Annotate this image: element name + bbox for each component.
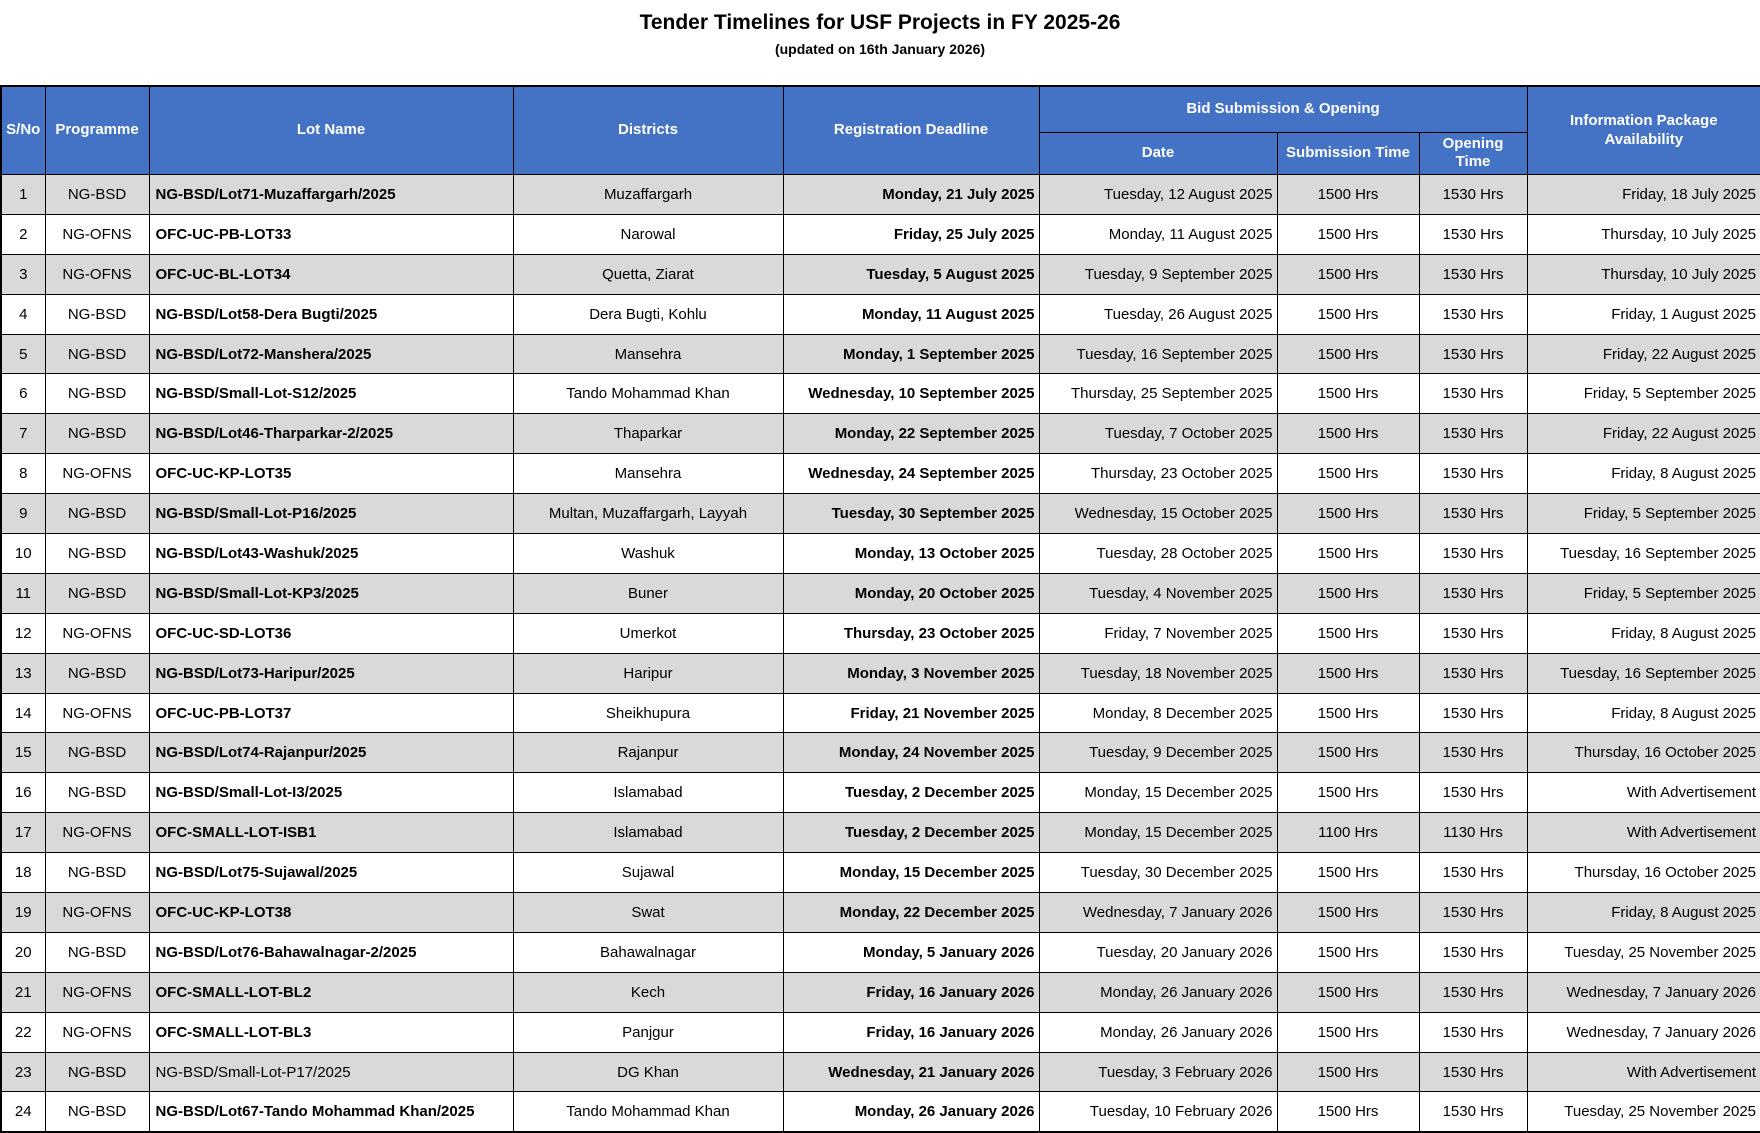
cell-programme: NG-BSD: [45, 932, 149, 972]
cell-lot-name: NG-BSD/Small-Lot-I3/2025: [149, 773, 513, 813]
cell-submission-time: 1500 Hrs: [1277, 294, 1419, 334]
cell-sno: 22: [1, 1012, 45, 1052]
cell-info-package: Friday, 5 September 2025: [1527, 374, 1760, 414]
cell-programme: NG-BSD: [45, 334, 149, 374]
cell-info-package: With Advertisement: [1527, 813, 1760, 853]
cell-programme: NG-OFNS: [45, 613, 149, 653]
cell-programme: NG-BSD: [45, 534, 149, 574]
cell-info-package: Thursday, 10 July 2025: [1527, 254, 1760, 294]
cell-opening-time: 1530 Hrs: [1419, 334, 1527, 374]
table-row: [1, 813, 1760, 853]
cell-opening-time: 1530 Hrs: [1419, 972, 1527, 1012]
cell-lot-name: OFC-SMALL-LOT-ISB1: [149, 813, 513, 853]
cell-lot-name: OFC-SMALL-LOT-BL3: [149, 1012, 513, 1052]
header-date: Date: [1039, 132, 1277, 175]
cell-districts: Rajanpur: [513, 733, 783, 773]
cell-registration-deadline: Wednesday, 10 September 2025: [783, 374, 1039, 414]
cell-programme: NG-OFNS: [45, 893, 149, 933]
cell-registration-deadline: Tuesday, 5 August 2025: [783, 254, 1039, 294]
cell-lot-name: OFC-UC-PB-LOT37: [149, 693, 513, 733]
cell-lot-name: OFC-UC-BL-LOT34: [149, 254, 513, 294]
cell-opening-time: 1530 Hrs: [1419, 773, 1527, 813]
cell-bid-date: Tuesday, 26 August 2025: [1039, 294, 1277, 334]
cell-districts: Thaparkar: [513, 414, 783, 454]
cell-info-package: Friday, 5 September 2025: [1527, 494, 1760, 534]
cell-registration-deadline: Thursday, 23 October 2025: [783, 613, 1039, 653]
cell-programme: NG-BSD: [45, 414, 149, 454]
cell-lot-name: NG-BSD/Small-Lot-KP3/2025: [149, 573, 513, 613]
header-programme: Programme: [45, 86, 149, 175]
cell-bid-date: Monday, 11 August 2025: [1039, 214, 1277, 254]
cell-opening-time: 1530 Hrs: [1419, 214, 1527, 254]
cell-opening-time: 1530 Hrs: [1419, 294, 1527, 334]
cell-info-package: Tuesday, 25 November 2025: [1527, 932, 1760, 972]
cell-programme: NG-BSD: [45, 294, 149, 334]
cell-lot-name: OFC-UC-PB-LOT33: [149, 214, 513, 254]
cell-sno: 9: [1, 494, 45, 534]
cell-bid-date: Tuesday, 16 September 2025: [1039, 334, 1277, 374]
cell-programme: NG-BSD: [45, 175, 149, 215]
cell-programme: NG-OFNS: [45, 454, 149, 494]
cell-lot-name: NG-BSD/Lot46-Tharparkar-2/2025: [149, 414, 513, 454]
cell-submission-time: 1500 Hrs: [1277, 613, 1419, 653]
cell-registration-deadline: Wednesday, 21 January 2026: [783, 1052, 1039, 1092]
table-row: [1, 534, 1760, 574]
cell-districts: Mansehra: [513, 334, 783, 374]
cell-submission-time: 1500 Hrs: [1277, 334, 1419, 374]
cell-bid-date: Monday, 8 December 2025: [1039, 693, 1277, 733]
cell-registration-deadline: Friday, 21 November 2025: [783, 693, 1039, 733]
cell-info-package: Friday, 8 August 2025: [1527, 893, 1760, 933]
cell-registration-deadline: Monday, 11 August 2025: [783, 294, 1039, 334]
cell-info-package: Tuesday, 16 September 2025: [1527, 534, 1760, 574]
cell-lot-name: NG-BSD/Lot74-Rajanpur/2025: [149, 733, 513, 773]
table-row: [1, 733, 1760, 773]
cell-opening-time: 1530 Hrs: [1419, 693, 1527, 733]
cell-sno: 1: [1, 175, 45, 215]
cell-registration-deadline: Friday, 16 January 2026: [783, 1012, 1039, 1052]
cell-sno: 4: [1, 294, 45, 334]
header-sno: S/No: [1, 86, 45, 175]
cell-submission-time: 1100 Hrs: [1277, 813, 1419, 853]
cell-bid-date: Tuesday, 7 October 2025: [1039, 414, 1277, 454]
cell-sno: 13: [1, 653, 45, 693]
cell-lot-name: NG-BSD/Lot71-Muzaffargarh/2025: [149, 175, 513, 215]
cell-opening-time: 1530 Hrs: [1419, 414, 1527, 454]
cell-bid-date: Tuesday, 18 November 2025: [1039, 653, 1277, 693]
tender-timelines-table: [0, 85, 1760, 1133]
table-row: [1, 1052, 1760, 1092]
cell-info-package: Friday, 18 July 2025: [1527, 175, 1760, 215]
cell-sno: 8: [1, 454, 45, 494]
cell-sno: 21: [1, 972, 45, 1012]
cell-registration-deadline: Monday, 15 December 2025: [783, 853, 1039, 893]
cell-opening-time: 1530 Hrs: [1419, 932, 1527, 972]
cell-opening-time: 1530 Hrs: [1419, 653, 1527, 693]
cell-districts: DG Khan: [513, 1052, 783, 1092]
cell-registration-deadline: Monday, 20 October 2025: [783, 573, 1039, 613]
table-header: [1, 86, 1760, 175]
cell-info-package: Friday, 1 August 2025: [1527, 294, 1760, 334]
cell-programme: NG-BSD: [45, 853, 149, 893]
cell-programme: NG-OFNS: [45, 254, 149, 294]
cell-submission-time: 1500 Hrs: [1277, 414, 1419, 454]
cell-programme: NG-BSD: [45, 773, 149, 813]
cell-programme: NG-OFNS: [45, 693, 149, 733]
cell-info-package: Friday, 8 August 2025: [1527, 613, 1760, 653]
cell-registration-deadline: Friday, 25 July 2025: [783, 214, 1039, 254]
cell-submission-time: 1500 Hrs: [1277, 534, 1419, 574]
cell-programme: NG-BSD: [45, 374, 149, 414]
cell-registration-deadline: Tuesday, 30 September 2025: [783, 494, 1039, 534]
cell-registration-deadline: Tuesday, 2 December 2025: [783, 773, 1039, 813]
cell-registration-deadline: Wednesday, 24 September 2025: [783, 454, 1039, 494]
cell-submission-time: 1500 Hrs: [1277, 214, 1419, 254]
cell-registration-deadline: Tuesday, 2 December 2025: [783, 813, 1039, 853]
cell-submission-time: 1500 Hrs: [1277, 254, 1419, 294]
cell-bid-date: Monday, 26 January 2026: [1039, 1012, 1277, 1052]
header-bid-submission-opening: Bid Submission & Opening: [1039, 86, 1527, 132]
cell-info-package: Wednesday, 7 January 2026: [1527, 1012, 1760, 1052]
cell-opening-time: 1530 Hrs: [1419, 254, 1527, 294]
cell-lot-name: NG-BSD/Small-Lot-P17/2025: [149, 1052, 513, 1092]
table-row: [1, 972, 1760, 1012]
cell-bid-date: Monday, 15 December 2025: [1039, 773, 1277, 813]
cell-opening-time: 1530 Hrs: [1419, 573, 1527, 613]
table-row: [1, 334, 1760, 374]
cell-sno: 20: [1, 932, 45, 972]
cell-lot-name: OFC-UC-KP-LOT35: [149, 454, 513, 494]
cell-districts: Sheikhupura: [513, 693, 783, 733]
page-title: Tender Timelines for USF Projects in FY 2025-26: [639, 11, 1121, 34]
cell-sno: 19: [1, 893, 45, 933]
cell-sno: 16: [1, 773, 45, 813]
cell-programme: NG-BSD: [45, 1092, 149, 1132]
cell-programme: NG-BSD: [45, 1052, 149, 1092]
cell-info-package: With Advertisement: [1527, 1052, 1760, 1092]
cell-info-package: Friday, 22 August 2025: [1527, 334, 1760, 374]
cell-sno: 14: [1, 693, 45, 733]
cell-lot-name: OFC-SMALL-LOT-BL2: [149, 972, 513, 1012]
table-row: [1, 573, 1760, 613]
cell-bid-date: Tuesday, 3 February 2026: [1039, 1052, 1277, 1092]
table-row: [1, 214, 1760, 254]
cell-sno: 11: [1, 573, 45, 613]
cell-info-package: Friday, 22 August 2025: [1527, 414, 1760, 454]
table-row: [1, 454, 1760, 494]
cell-submission-time: 1500 Hrs: [1277, 573, 1419, 613]
cell-sno: 5: [1, 334, 45, 374]
cell-sno: 3: [1, 254, 45, 294]
table-row: [1, 1012, 1760, 1052]
cell-districts: Islamabad: [513, 773, 783, 813]
cell-submission-time: 1500 Hrs: [1277, 733, 1419, 773]
cell-sno: 23: [1, 1052, 45, 1092]
cell-submission-time: 1500 Hrs: [1277, 1052, 1419, 1092]
cell-lot-name: OFC-UC-SD-LOT36: [149, 613, 513, 653]
cell-registration-deadline: Monday, 21 July 2025: [783, 175, 1039, 215]
table-body: [1, 175, 1760, 1132]
cell-programme: NG-BSD: [45, 653, 149, 693]
cell-sno: 12: [1, 613, 45, 653]
cell-bid-date: Wednesday, 15 October 2025: [1039, 494, 1277, 534]
cell-bid-date: Tuesday, 30 December 2025: [1039, 853, 1277, 893]
title-block: [0, 0, 1760, 85]
cell-bid-date: Thursday, 25 September 2025: [1039, 374, 1277, 414]
cell-opening-time: 1530 Hrs: [1419, 175, 1527, 215]
table-row: [1, 893, 1760, 933]
cell-registration-deadline: Monday, 22 December 2025: [783, 893, 1039, 933]
header-lot-name: Lot Name: [149, 86, 513, 175]
cell-info-package: Thursday, 16 October 2025: [1527, 733, 1760, 773]
cell-districts: Mansehra: [513, 454, 783, 494]
cell-submission-time: 1500 Hrs: [1277, 454, 1419, 494]
cell-sno: 2: [1, 214, 45, 254]
cell-sno: 6: [1, 374, 45, 414]
header-districts: Districts: [513, 86, 783, 175]
cell-submission-time: 1500 Hrs: [1277, 932, 1419, 972]
cell-lot-name: NG-BSD/Lot67-Tando Mohammad Khan/2025: [149, 1092, 513, 1132]
cell-districts: Tando Mohammad Khan: [513, 374, 783, 414]
table-row: [1, 932, 1760, 972]
cell-bid-date: Thursday, 23 October 2025: [1039, 454, 1277, 494]
cell-districts: Swat: [513, 893, 783, 933]
cell-districts: Panjgur: [513, 1012, 783, 1052]
cell-registration-deadline: Monday, 13 October 2025: [783, 534, 1039, 574]
cell-sno: 15: [1, 733, 45, 773]
cell-programme: NG-BSD: [45, 733, 149, 773]
cell-lot-name: OFC-UC-KP-LOT38: [149, 893, 513, 933]
cell-submission-time: 1500 Hrs: [1277, 853, 1419, 893]
cell-opening-time: 1530 Hrs: [1419, 733, 1527, 773]
cell-registration-deadline: Monday, 5 January 2026: [783, 932, 1039, 972]
cell-opening-time: 1530 Hrs: [1419, 893, 1527, 933]
cell-opening-time: 1530 Hrs: [1419, 374, 1527, 414]
header-opening-time: Opening Time: [1419, 132, 1527, 175]
cell-submission-time: 1500 Hrs: [1277, 1012, 1419, 1052]
cell-lot-name: NG-BSD/Small-Lot-S12/2025: [149, 374, 513, 414]
table-row: [1, 254, 1760, 294]
cell-info-package: Friday, 8 August 2025: [1527, 693, 1760, 733]
table-row: [1, 494, 1760, 534]
cell-bid-date: Wednesday, 7 January 2026: [1039, 893, 1277, 933]
cell-info-package: Friday, 8 August 2025: [1527, 454, 1760, 494]
cell-info-package: Tuesday, 16 September 2025: [1527, 653, 1760, 693]
table-row: [1, 175, 1760, 215]
cell-submission-time: 1500 Hrs: [1277, 693, 1419, 733]
cell-districts: Bahawalnagar: [513, 932, 783, 972]
cell-bid-date: Monday, 26 January 2026: [1039, 972, 1277, 1012]
cell-opening-time: 1130 Hrs: [1419, 813, 1527, 853]
cell-districts: Umerkot: [513, 613, 783, 653]
cell-opening-time: 1530 Hrs: [1419, 454, 1527, 494]
cell-districts: Washuk: [513, 534, 783, 574]
cell-lot-name: NG-BSD/Small-Lot-P16/2025: [149, 494, 513, 534]
header-info-package: Information Package Availability: [1527, 86, 1760, 175]
table-row: [1, 853, 1760, 893]
table-row: [1, 693, 1760, 733]
cell-submission-time: 1500 Hrs: [1277, 893, 1419, 933]
cell-lot-name: NG-BSD/Lot72-Manshera/2025: [149, 334, 513, 374]
cell-opening-time: 1530 Hrs: [1419, 534, 1527, 574]
cell-bid-date: Monday, 15 December 2025: [1039, 813, 1277, 853]
cell-registration-deadline: Monday, 24 November 2025: [783, 733, 1039, 773]
cell-lot-name: NG-BSD/Lot43-Washuk/2025: [149, 534, 513, 574]
cell-districts: Haripur: [513, 653, 783, 693]
cell-sno: 7: [1, 414, 45, 454]
cell-opening-time: 1530 Hrs: [1419, 494, 1527, 534]
cell-submission-time: 1500 Hrs: [1277, 972, 1419, 1012]
cell-submission-time: 1500 Hrs: [1277, 773, 1419, 813]
table-row: [1, 414, 1760, 454]
cell-districts: Muzaffargarh: [513, 175, 783, 215]
cell-submission-time: 1500 Hrs: [1277, 653, 1419, 693]
cell-lot-name: NG-BSD/Lot73-Haripur/2025: [149, 653, 513, 693]
cell-info-package: Wednesday, 7 January 2026: [1527, 972, 1760, 1012]
cell-sno: 24: [1, 1092, 45, 1132]
cell-registration-deadline: Monday, 22 September 2025: [783, 414, 1039, 454]
cell-sno: 10: [1, 534, 45, 574]
cell-opening-time: 1530 Hrs: [1419, 613, 1527, 653]
cell-bid-date: Friday, 7 November 2025: [1039, 613, 1277, 653]
cell-programme: NG-BSD: [45, 494, 149, 534]
cell-submission-time: 1500 Hrs: [1277, 374, 1419, 414]
cell-districts: Multan, Muzaffargarh, Layyah: [513, 494, 783, 534]
table-row: [1, 653, 1760, 693]
cell-districts: Narowal: [513, 214, 783, 254]
cell-info-package: With Advertisement: [1527, 773, 1760, 813]
cell-lot-name: NG-BSD/Lot75-Sujawal/2025: [149, 853, 513, 893]
cell-sno: 17: [1, 813, 45, 853]
cell-info-package: Thursday, 16 October 2025: [1527, 853, 1760, 893]
cell-programme: NG-OFNS: [45, 1012, 149, 1052]
cell-bid-date: Tuesday, 9 September 2025: [1039, 254, 1277, 294]
cell-opening-time: 1530 Hrs: [1419, 1052, 1527, 1092]
cell-registration-deadline: Friday, 16 January 2026: [783, 972, 1039, 1012]
page-subtitle: (updated on 16th January 2026): [774, 41, 986, 58]
cell-districts: Sujawal: [513, 853, 783, 893]
table-row: [1, 613, 1760, 653]
cell-bid-date: Tuesday, 28 October 2025: [1039, 534, 1277, 574]
cell-districts: Kech: [513, 972, 783, 1012]
table-row: [1, 294, 1760, 334]
cell-bid-date: Tuesday, 20 January 2026: [1039, 932, 1277, 972]
cell-programme: NG-BSD: [45, 573, 149, 613]
cell-districts: Tando Mohammad Khan: [513, 1092, 783, 1132]
cell-lot-name: NG-BSD/Lot76-Bahawalnagar-2/2025: [149, 932, 513, 972]
cell-districts: Buner: [513, 573, 783, 613]
cell-opening-time: 1530 Hrs: [1419, 853, 1527, 893]
cell-submission-time: 1500 Hrs: [1277, 494, 1419, 534]
cell-bid-date: Tuesday, 10 February 2026: [1039, 1092, 1277, 1132]
cell-lot-name: NG-BSD/Lot58-Dera Bugti/2025: [149, 294, 513, 334]
cell-opening-time: 1530 Hrs: [1419, 1012, 1527, 1052]
table-row: [1, 773, 1760, 813]
cell-registration-deadline: Monday, 1 September 2025: [783, 334, 1039, 374]
cell-opening-time: 1530 Hrs: [1419, 1092, 1527, 1132]
cell-programme: NG-OFNS: [45, 214, 149, 254]
cell-districts: Dera Bugti, Kohlu: [513, 294, 783, 334]
cell-registration-deadline: Monday, 3 November 2025: [783, 653, 1039, 693]
table-row: [1, 374, 1760, 414]
cell-districts: Quetta, Ziarat: [513, 254, 783, 294]
header-registration-deadline: Registration Deadline: [783, 86, 1039, 175]
cell-submission-time: 1500 Hrs: [1277, 175, 1419, 215]
cell-districts: Islamabad: [513, 813, 783, 853]
cell-info-package: Thursday, 10 July 2025: [1527, 214, 1760, 254]
cell-programme: NG-OFNS: [45, 972, 149, 1012]
cell-bid-date: Tuesday, 12 August 2025: [1039, 175, 1277, 215]
cell-programme: NG-OFNS: [45, 813, 149, 853]
cell-bid-date: Tuesday, 9 December 2025: [1039, 733, 1277, 773]
table-row: [1, 1092, 1760, 1132]
cell-submission-time: 1500 Hrs: [1277, 1092, 1419, 1132]
cell-sno: 18: [1, 853, 45, 893]
cell-info-package: Tuesday, 25 November 2025: [1527, 1092, 1760, 1132]
header-submission-time: Submission Time: [1277, 132, 1419, 175]
cell-info-package: Friday, 5 September 2025: [1527, 573, 1760, 613]
cell-bid-date: Tuesday, 4 November 2025: [1039, 573, 1277, 613]
cell-registration-deadline: Monday, 26 January 2026: [783, 1092, 1039, 1132]
